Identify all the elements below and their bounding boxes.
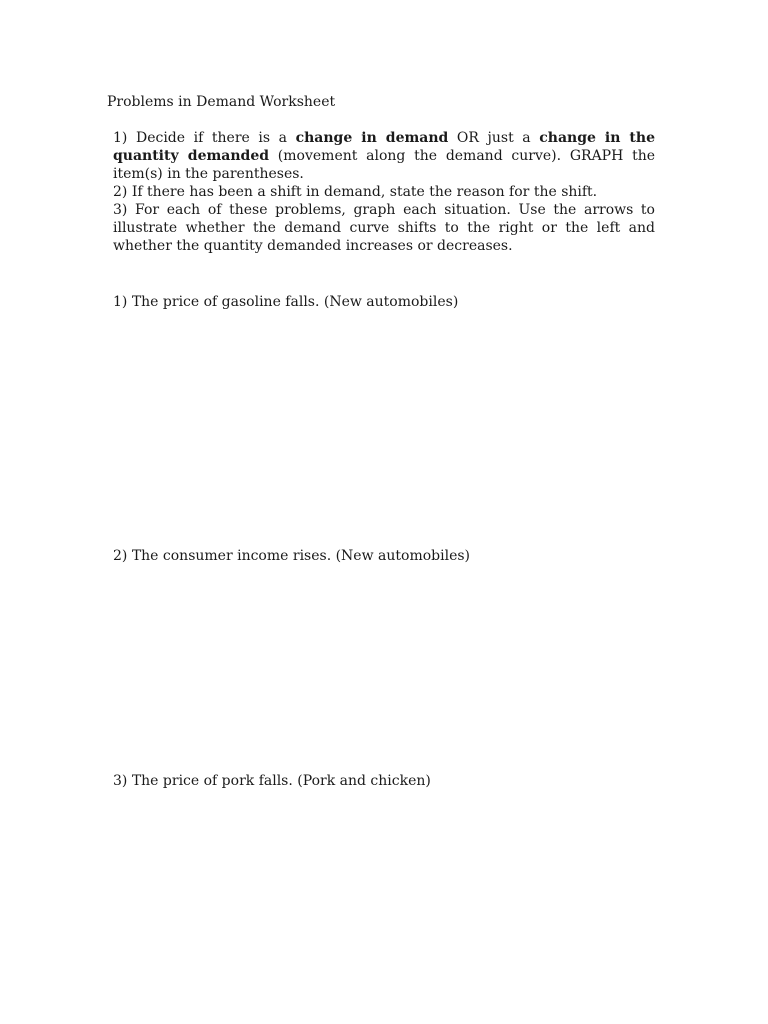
problem-2: 2) The consumer income rises. (New automobiles) [113,548,470,564]
instruction-1-bold-change-in-quantity-demanded: change in the quantity demanded [113,130,655,164]
instructions [113,129,655,255]
worksheet-title: Problems in Demand Worksheet [107,94,336,110]
instruction-2: 2) If there has been a shift in demand, state the reason for the shift. [113,184,598,200]
instruction-1-prefix: 1) Decide if there is a [113,130,296,146]
problem-1: 1) The price of gasoline falls. (New automobiles) [113,294,459,310]
instruction-1-middle: OR just a [448,130,540,146]
instruction-3: 3) For each of these problems, graph each situation. Use the arrows to illustrate whether the demand curve shifts to the right or the left and whether the quantity demanded increases or decreases. [113,202,655,254]
instruction-1-bold-change-in-demand: change in demand [295,130,449,146]
instruction-1 [113,129,655,183]
problem-3: 3) The price of pork falls. (Pork and chicken) [113,773,431,789]
instruction-1-suffix: (movement along the demand curve). GRAPH the item(s) in the parentheses. [113,148,655,182]
